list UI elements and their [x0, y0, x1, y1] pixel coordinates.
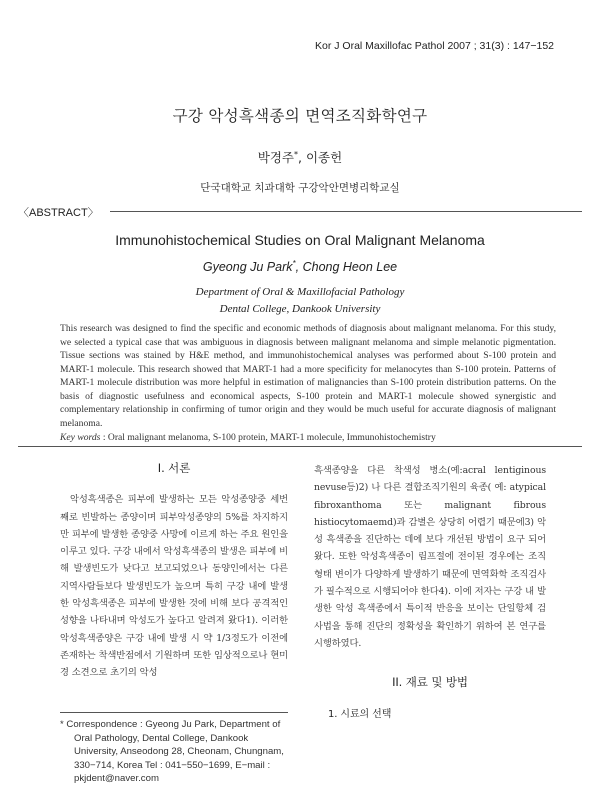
authors-english	[0, 259, 600, 274]
keywords-line	[60, 432, 556, 443]
keywords-label: Key words	[60, 432, 101, 443]
corresponding-mark: *	[294, 149, 299, 159]
abstract-top-rule	[110, 211, 582, 212]
author-rest-english: , Chong Heon Lee	[295, 260, 398, 275]
section-heading-methods: II. 재료 및 방법	[392, 675, 468, 690]
keywords-text: : Oral malignant melanoma, S-100 protein, MART-1 molecule, Immunohistochemistry	[100, 432, 436, 443]
abstract-bottom-rule	[18, 446, 582, 447]
author-first-korean: 박경주	[257, 150, 295, 165]
abstract-body: This research was designed to find the specific and economic methods of diagnosis about malignant melanoma. For this study, we selected a typical case that was ambiguous in diagnosis between malignant melanoma and simple melanotic pigmentation. Tissue sections was stained by H&E method, and immunohistochemical analyses was performed about S-100 protein and MART-1 molecule. This research showed that MART-1 had a more specificity for melanocytes than S-100 protein. Patterns of MART-1 molecule distribution was more helpful in estimation of malignancies than S-100 protein distribution patterns. On the basis of diagnostic usefulness and economical aspects, S-100 protein and MART-1 molecule showed synergistic and complementary relationship in confirming of tumor origin and they would be much useful for accurate diagnosis of malignant melanoma.	[60, 323, 556, 429]
journal-reference: Kor J Oral Maxillofac Pathol 2007 ; 31(3) : 147−152	[314, 40, 554, 52]
department-line-2: Dental College, Dankook University	[219, 303, 381, 315]
introduction-paragraph-1: 악성흑색종은 피부에 발생하는 모든 악성종양중 세번째로 빈발하는 종양이며 피부악성종양의 5%를 차지하지만 피부에 발생한 종양중 사망에 이르게 하는 주요 원인을 이루고 있다. 구강 내에서 악성흑색종의 발생은 피부에 비해 발생빈도가 낮다고 보고되었으나 동양인에서는 다른 지역사람들보다 발생빈도가 높으며 특히 구강 내에 발생한 악성흑색종은 피부에 발생한 것에 비해 보다 공격적인 성향을 나타내며 악성도가 높다고 알려져 왔다1). 이러한 악성흑색종양은 구강 내에 발생 시 약 1/3정도가 이전에 존재하는 착색반점에서 기원하며 또한 임상적으로나 현미경 소견으로 초기의 악성	[60, 494, 288, 679]
left-column	[60, 460, 288, 682]
subsection-heading-sample-selection: 1. 시료의 선택	[328, 708, 392, 720]
correspondence-footnote	[60, 718, 290, 786]
paper-title-korean: 구강 악성흑색종의 면역조직화학연구	[172, 107, 428, 125]
corresponding-mark-english: *	[292, 259, 296, 268]
section-heading-introduction: I. 서론	[157, 461, 191, 475]
author-rest-korean: , 이종헌	[298, 150, 343, 165]
department-english	[0, 284, 600, 318]
abstract-label: 〈ABSTRACT〉	[18, 204, 103, 220]
paper-title-english: Immunohistochemical Studies on Oral Malignant Melanoma	[115, 232, 485, 248]
footnote-rule	[60, 712, 288, 713]
authors-korean	[0, 148, 600, 166]
footnote-text: * Correspondence : Gyeong Ju Park, Department of Oral Pathology, Dental College, Dankook University, Anseodong 28, Cheonam, Chungnam, 330−714, Korea Tel : 041−550−1699, E−mail : pkjdent@naver.com	[60, 719, 284, 785]
author-first-english: Gyeong Ju Park	[202, 260, 293, 275]
introduction-paragraph-continued: 흑색종양을 다른 착색성 병소(예:acral lentiginous nevuse등)2) 나 다른 결합조직기원의 육종( 예: atypical fibroxanthoma 또는 malignant fibrous histiocytomaemd)과 감별은 상당히 어렵기 때문에3) 악성 흑색종을 진단하는 데에 보다 개선된 방법이 요구 되어왔다. 또한 악성흑색종이 림프절에 전이된 경우에는 조직형태 변이가 다양하게 발생하기 때문에 면역화학 조직검사가 필수적으로 시행되어야 한다4). 이에 저자는 구강 내 발생한 악성 흑색종에서 특이적 반응을 보이는 단일항체 검사법을 통해 진단의 정확성을 확인하기 위하여 본 연구를 시행하였다.	[314, 465, 546, 649]
right-column	[314, 462, 546, 723]
affiliation-korean: 단국대학교 치과대학 구강악안면병리학교실	[200, 182, 400, 194]
department-line-1: Department of Oral & Maxillofacial Pathology	[195, 286, 405, 298]
